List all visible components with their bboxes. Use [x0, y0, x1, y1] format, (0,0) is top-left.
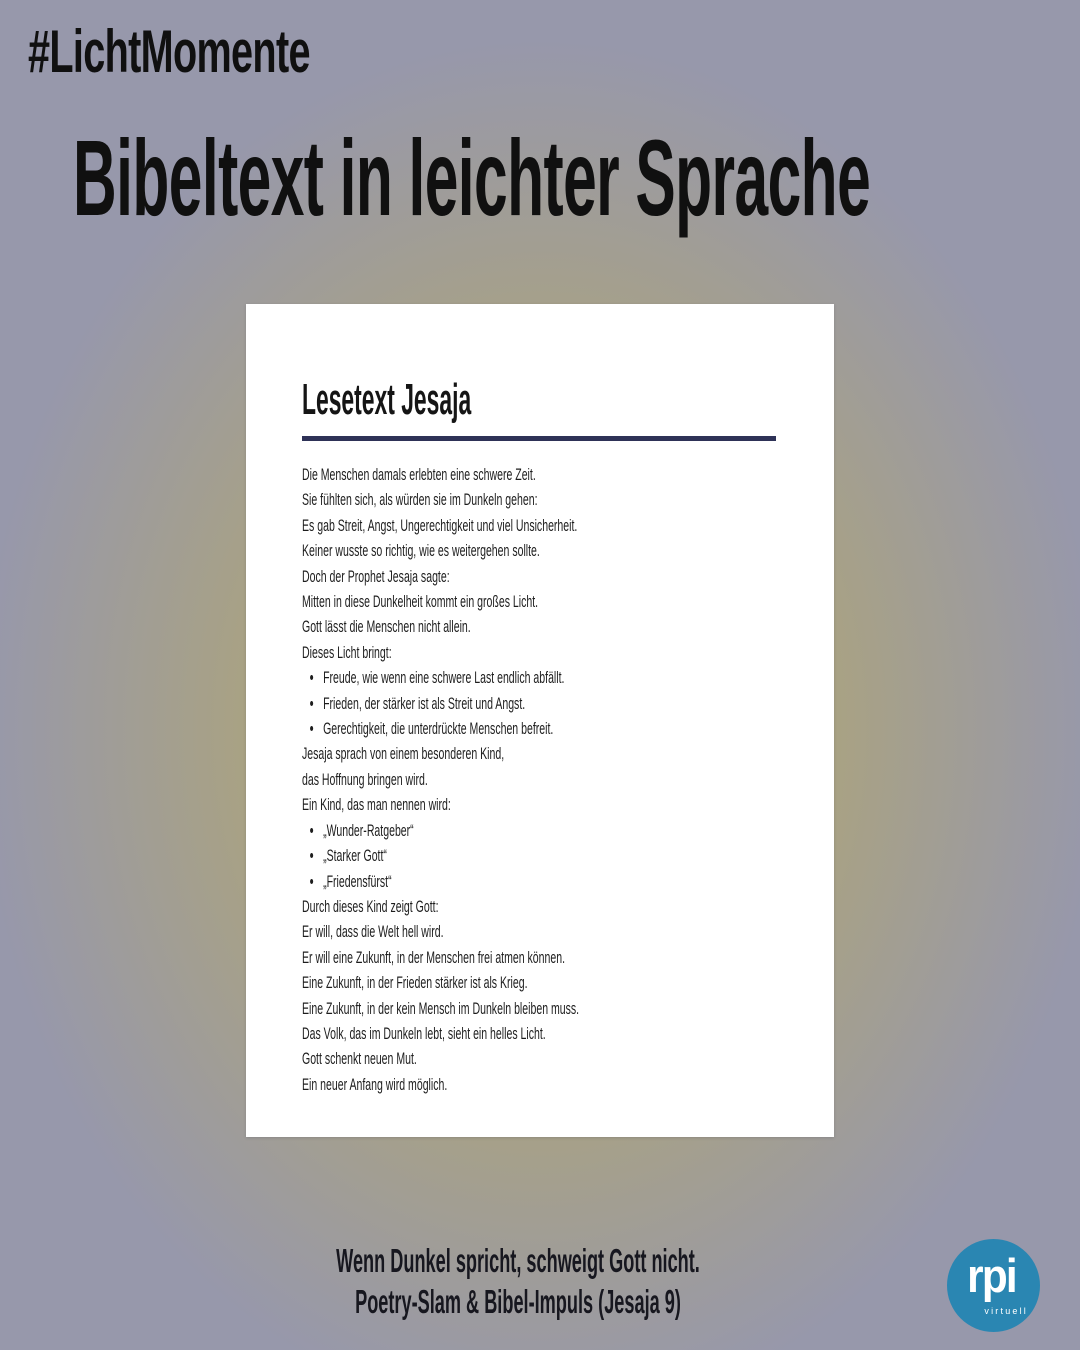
body-line: Er will eine Zukunft, in der Menschen frei atmen können.: [302, 947, 566, 967]
card-body: [302, 462, 773, 1097]
logo-wordmark: rpi: [967, 1249, 1016, 1302]
divider-rule: [302, 436, 776, 441]
rpi-virtuell-logo: [947, 1239, 1040, 1332]
footer-line-2: Poetry-Slam & Bibel-Impuls (Jesaja 9): [355, 1283, 681, 1320]
body-line: Das Volk, das im Dunkeln lebt, sieht ein helles Licht.: [302, 1023, 546, 1043]
body-line: Doch der Prophet Jesaja sagte:: [302, 566, 450, 586]
bullet-list-light: [302, 665, 773, 741]
body-line: Mitten in diese Dunkelheit kommt ein großes Licht.: [302, 592, 539, 612]
logo-subtext: virtuell: [984, 1306, 1028, 1316]
body-line: Gott lässt die Menschen nicht allein.: [302, 617, 471, 637]
footer-caption: [0, 1240, 1036, 1322]
bullet-item: • Gerechtigkeit, die unterdrückte Menschen befreit.: [321, 716, 774, 741]
hashtag: #LichtMomente: [28, 18, 310, 85]
body-line: Keiner wusste so richtig, wie es weitergehen sollte.: [302, 541, 540, 561]
bullet-item: • „Starker Gott“: [321, 843, 774, 868]
body-line: Es gab Streit, Angst, Ungerechtigkeit und viel Unsicherheit.: [302, 515, 578, 535]
body-line: Ein neuer Anfang wird möglich.: [302, 1074, 448, 1094]
body-line: Gott schenkt neuen Mut.: [302, 1049, 417, 1069]
bullet-item: • „Wunder-Ratgeber“: [321, 818, 774, 843]
body-line: Sie fühlten sich, als würden sie im Dunkeln gehen:: [302, 490, 538, 510]
body-line: Ein Kind, das man nennen wird:: [302, 795, 451, 815]
bullet-item: • Freude, wie wenn eine schwere Last endlich abfällt.: [321, 665, 774, 690]
body-line: Durch dieses Kind zeigt Gott:: [302, 896, 439, 916]
body-line: Eine Zukunft, in der kein Mensch im Dunkeln bleiben muss.: [302, 998, 580, 1018]
footer-line-1: Wenn Dunkel spricht, schweigt Gott nicht.: [336, 1242, 700, 1279]
card-title: Lesetext Jesaja: [302, 375, 472, 424]
bullet-list-names: [302, 818, 773, 894]
bullet-item: • Frieden, der stärker ist als Streit und Angst.: [321, 691, 774, 716]
body-line: Er will, dass die Welt hell wird.: [302, 922, 444, 942]
body-line: Jesaja sprach von einem besonderen Kind,: [302, 744, 505, 764]
page-title: Bibeltext in leichter Sprache: [73, 117, 871, 238]
body-line: Eine Zukunft, in der Frieden stärker ist als Krieg.: [302, 973, 528, 993]
bullet-item: • „Friedensfürst“: [321, 869, 774, 894]
body-line: Die Menschen damals erlebten eine schwere Zeit.: [302, 465, 536, 484]
body-line: das Hoffnung bringen wird.: [302, 769, 428, 789]
body-line: Dieses Licht bringt:: [302, 642, 392, 662]
reading-card: [246, 304, 834, 1137]
